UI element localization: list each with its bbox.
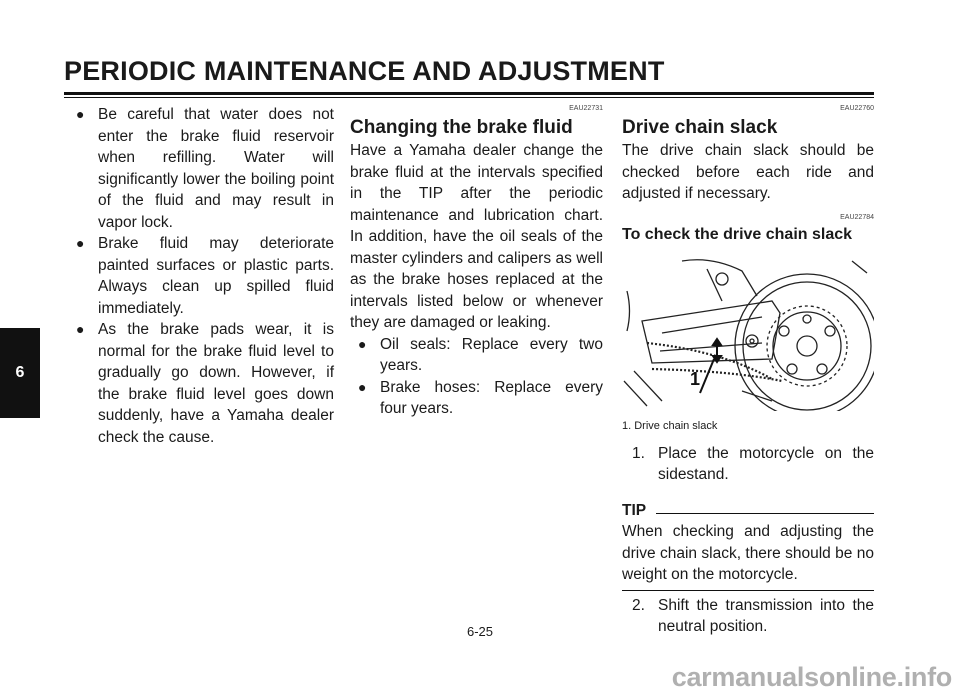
brake-fluid-paragraph: Have a Yamaha dealer change the brake fluid at the intervals specified in the TIP after the periodic maintenance and lubrication chart. In addition, have the oil seals of the master cylinders and calipers as well as the brake hoses replaced at the intervals listed below or whenever they are damaged or leaking.	[350, 142, 603, 331]
chain-slack-paragraph: The drive chain slack should be checked before each ride and adjusted if necessary.	[622, 142, 874, 202]
column-1	[74, 104, 334, 448]
section-code: EAU22760	[840, 105, 874, 112]
tip-label: TIP	[622, 501, 647, 519]
tip-header	[622, 500, 874, 522]
step-number: 2.	[632, 596, 645, 614]
figure-callout-number: 1	[690, 368, 701, 389]
figure-caption: 1. Drive chain slack	[622, 419, 718, 432]
bullet-item: ● Brake fluid may deteriorate painted surfaces or plastic parts. Always clean up spilled fluid immediately.	[74, 233, 334, 319]
column-3	[622, 104, 874, 638]
page-number: 6-25	[466, 624, 494, 639]
section-code: EAU22731	[569, 105, 603, 112]
bullet-item: ● Oil seals: Replace every two years.	[356, 334, 603, 377]
chapter-tab-number: 6	[15, 364, 25, 381]
step-text: Shift the transmission into the neutral position.	[658, 596, 874, 635]
chapter-tab	[0, 328, 40, 418]
tip-rule-top	[656, 513, 874, 514]
section-heading-chain-slack: Drive chain slack	[622, 117, 778, 138]
motorcycle-rear-wheel-drawing	[622, 251, 874, 411]
bullet-item: ● Brake hoses: Replace every four years.	[356, 377, 603, 420]
drive-chain-illustration	[622, 251, 874, 411]
tip-text: When checking and adjusting the drive chain slack, there should be no weight on the motorcycle.	[622, 523, 874, 583]
header-rule	[64, 92, 874, 95]
bullet-item: ● As the brake pads wear, it is normal for the brake fluid level to gradually go down. However, if the brake fluid level goes down suddenly, have a Yamaha dealer check the cause.	[74, 319, 334, 448]
column-2	[350, 104, 603, 420]
page-header-title: PERIODIC MAINTENANCE AND ADJUSTMENT	[64, 56, 665, 86]
subsection-heading: To check the drive chain slack	[622, 225, 853, 243]
brake-fluid-bullets	[350, 334, 603, 420]
tip-rule-bottom	[622, 590, 874, 591]
step-1	[622, 443, 874, 486]
bullet-item: ● Be careful that water does not enter the brake fluid reservoir when refilling. Water will significantly lower the boiling point of the fluid and may result in vapor lock.	[74, 104, 334, 233]
subsection-code: EAU22784	[840, 213, 874, 221]
section-heading-brake-fluid: Changing the brake fluid	[350, 117, 573, 138]
watermark-logo: carmanualsonline.info	[671, 662, 952, 692]
step-text: Place the motorcycle on the sidestand.	[658, 444, 874, 483]
step-number: 1.	[632, 444, 645, 462]
